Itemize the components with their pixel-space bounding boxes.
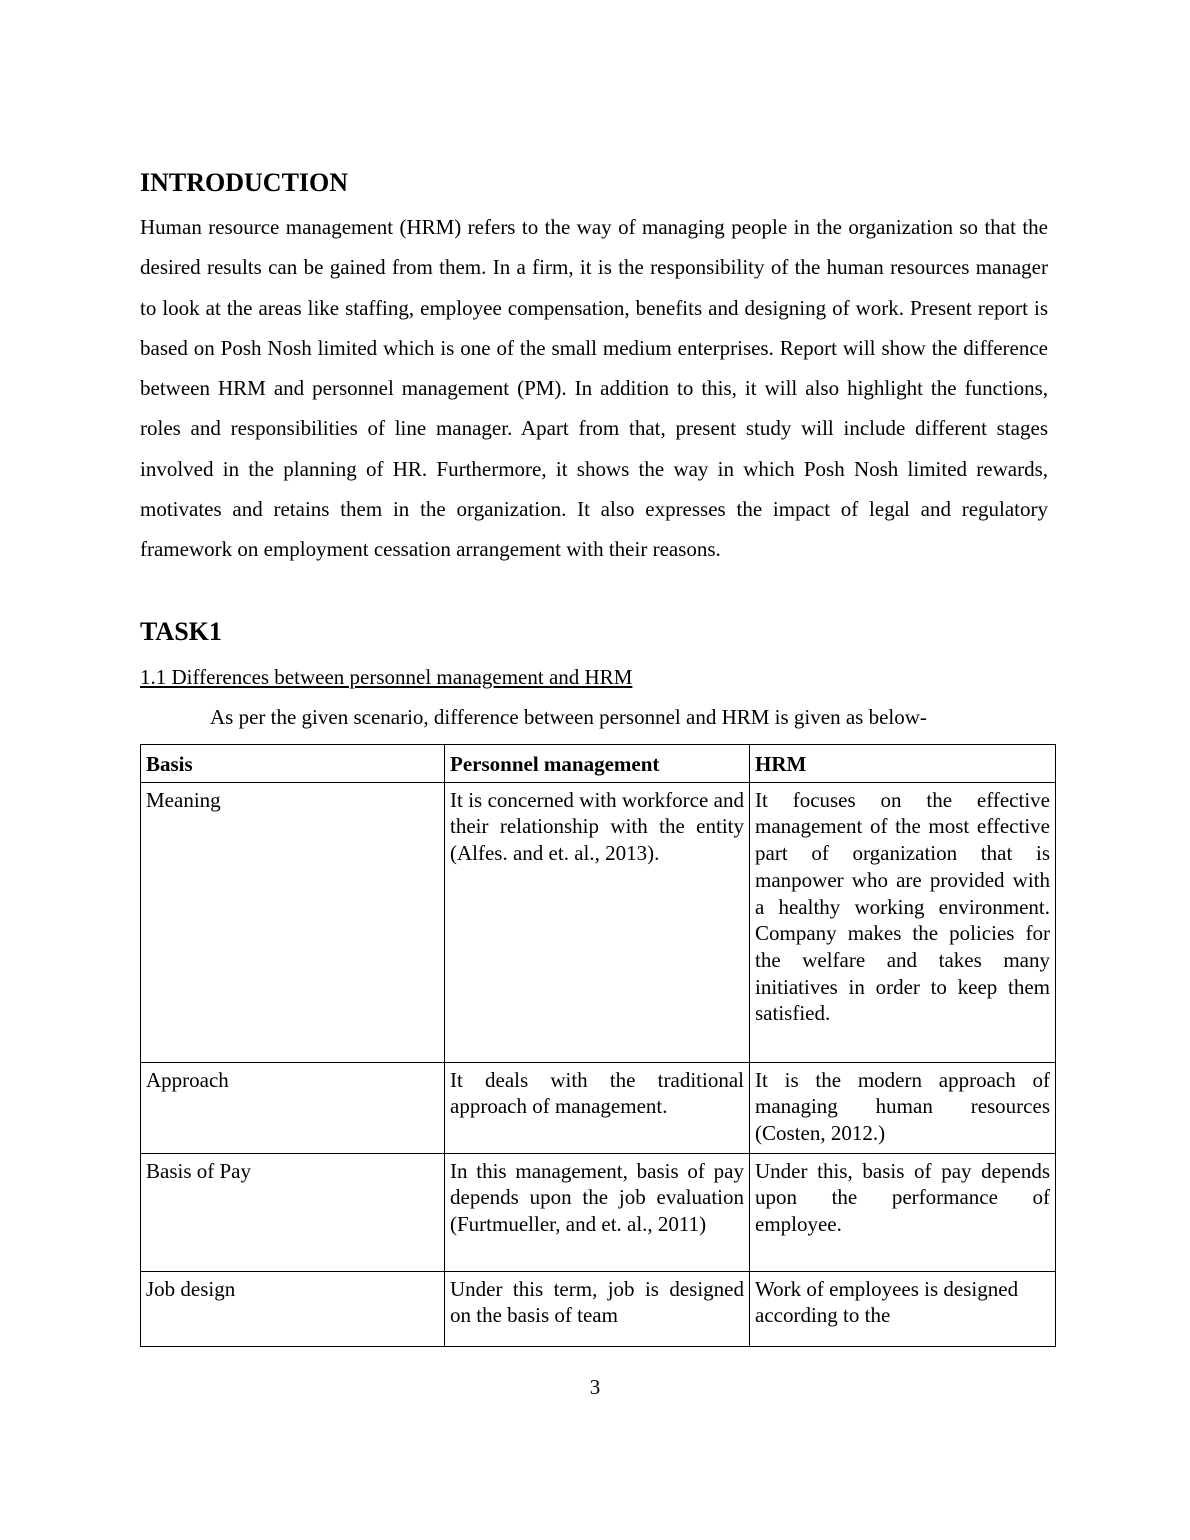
introduction-heading: INTRODUCTION <box>140 168 349 197</box>
section-subheading: 1.1 Differences between personnel management and HRM <box>140 665 633 689</box>
cell-hrm: Work of employees is designed according to the <box>750 1271 1056 1346</box>
cell-basis: Basis of Pay <box>141 1153 445 1271</box>
cell-hrm: It is the modern approach of managing human resources (Costen, 2012.) <box>750 1062 1056 1153</box>
header-hrm: HRM <box>750 745 1056 783</box>
cell-basis: Approach <box>141 1062 445 1153</box>
table-row <box>141 1271 1056 1346</box>
header-personnel-management: Personnel management <box>445 745 750 783</box>
comparison-table <box>140 744 1056 1347</box>
introduction-paragraph: Human resource management (HRM) refers to the way of managing people in the organization so that the desired results can be gained from them. In a firm, it is the responsibility of the human resources manager to look at the areas like staffing, employee compensation, benefits and designing of work. Present report is based on Posh Nosh limited which is one of the small medium enterprises. Report will show the difference between HRM and personnel management (PM). In addition to this, it will also highlight the functions, roles and responsibilities of line manager. Apart from that, present study will include different stages involved in the planning of HR. Furthermore, it shows the way in which Posh Nosh limited rewards, motivates and retains them in the organization. It also expresses the impact of legal and regulatory framework on employment cessation arrangement with their reasons. <box>140 215 1048 562</box>
cell-personnel: In this management, basis of pay depends upon the job evaluation (Furtmueller, and et. al., 2011) <box>445 1153 750 1271</box>
cell-hrm: It focuses on the effective management of the most effective part of organization that is manpower who are provided with a healthy working environment. Company makes the policies for the welfare and takes many initiatives in order to keep them satisfied. <box>750 782 1056 1062</box>
table-header-row <box>141 745 1056 783</box>
table-row <box>141 1153 1056 1271</box>
cell-personnel: Under this term, job is designed on the basis of team <box>445 1271 750 1346</box>
table-row <box>141 782 1056 1062</box>
lead-sentence: As per the given scenario, difference between personnel and HRM is given as below- <box>210 705 927 729</box>
cell-basis: Meaning <box>141 782 445 1062</box>
task-heading: TASK1 <box>140 617 222 646</box>
table-row <box>141 1062 1056 1153</box>
page-number: 3 <box>589 1375 601 1399</box>
cell-basis: Job design <box>141 1271 445 1346</box>
header-basis: Basis <box>141 745 445 783</box>
cell-personnel: It deals with the traditional approach of management. <box>445 1062 750 1153</box>
cell-personnel: It is concerned with workforce and their relationship with the entity (Alfes. and et. al., 2013). <box>445 782 750 1062</box>
cell-hrm: Under this, basis of pay depends upon the performance of employee. <box>750 1153 1056 1271</box>
